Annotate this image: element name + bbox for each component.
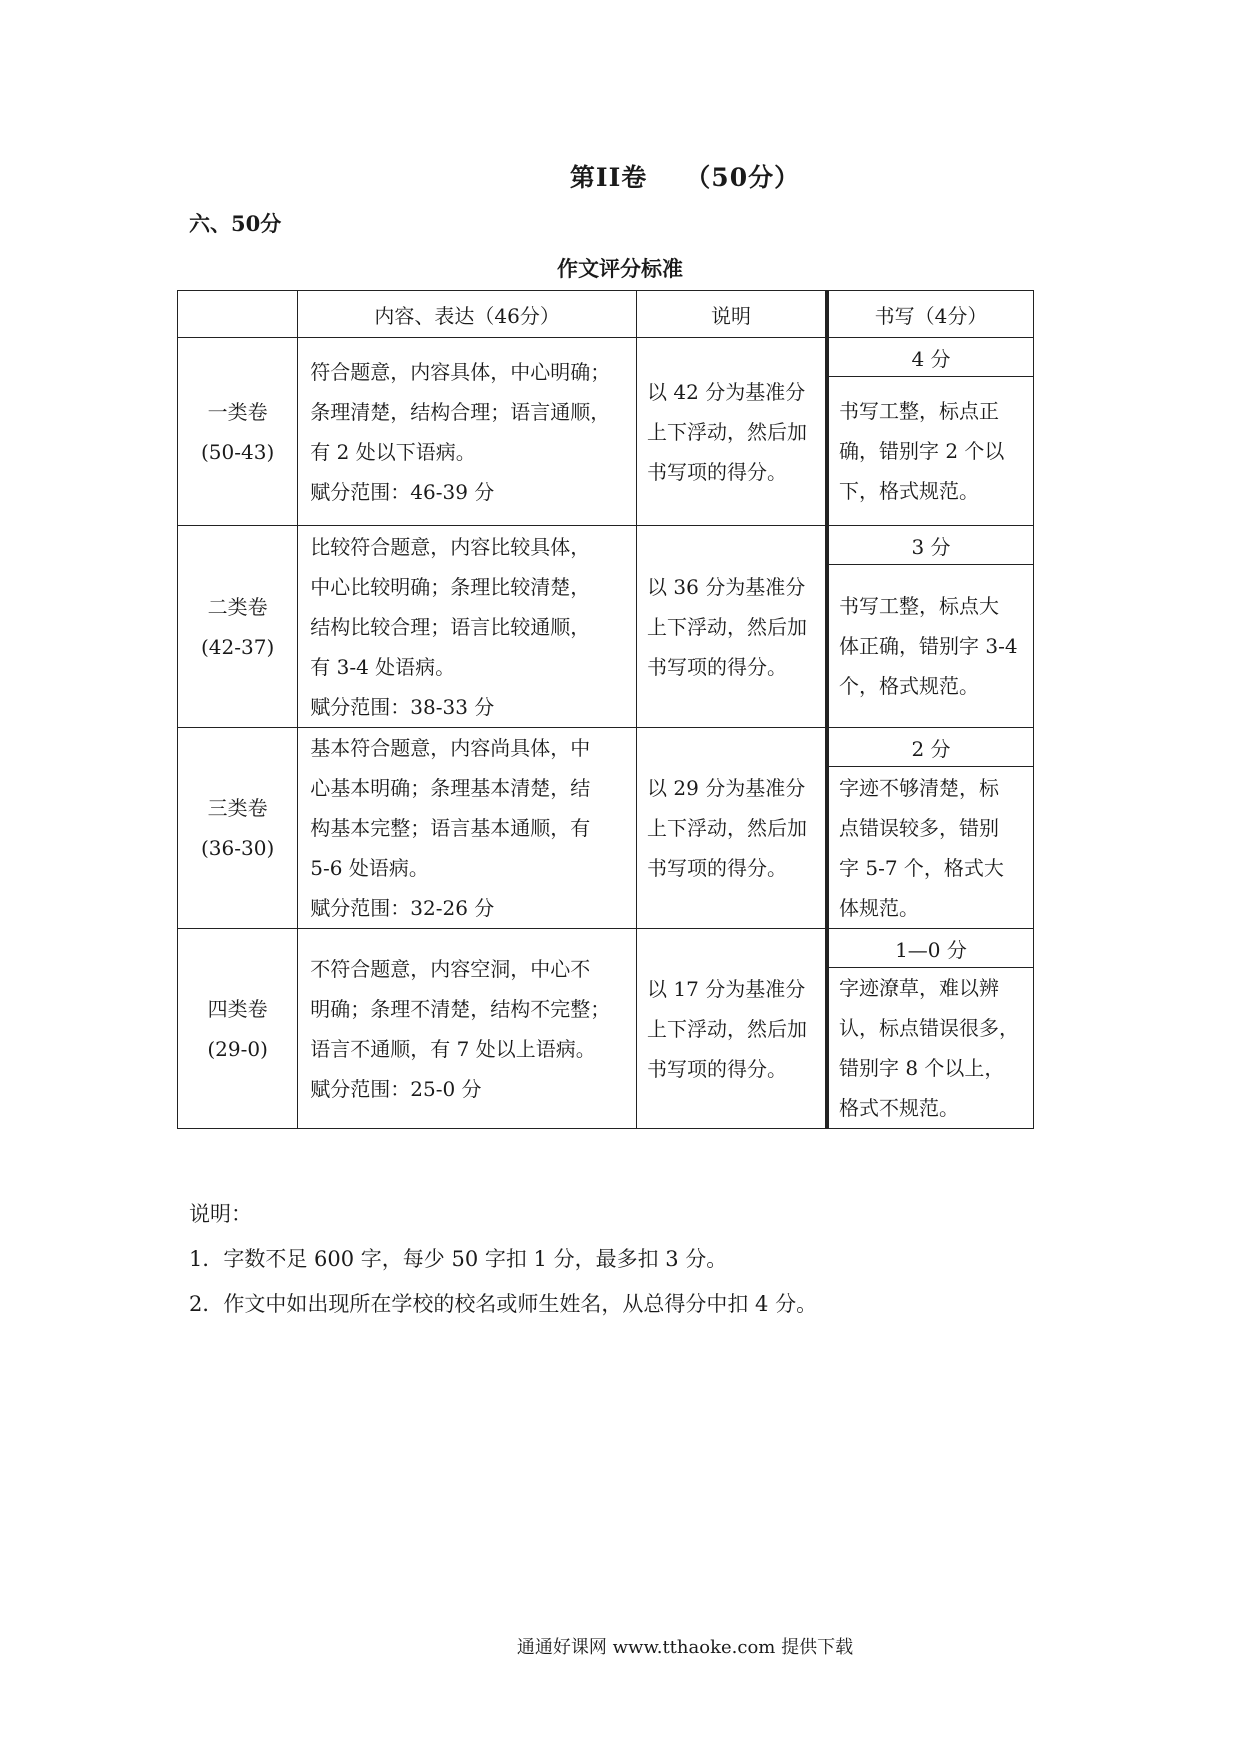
level-range: (42-37) [201,634,275,659]
content-cell [298,526,637,728]
section-heading: 六、50分 [189,211,282,236]
note-cell [637,728,827,929]
content-line: 中心比较明确；条理比较清楚， [310,574,591,599]
level-name: 二类卷 [207,594,268,619]
note-line: 书写项的得分。 [647,1056,788,1081]
note-line: 上下浮动，然后加 [647,419,808,444]
writing-description [827,968,1034,1129]
content-line: 语言不通顺，有 7 处以上语病。 [310,1036,596,1061]
header-content: 内容、表达（46分） [298,291,637,338]
note-cell [637,929,827,1129]
note-cell [637,338,827,526]
level-name: 三类卷 [207,796,268,820]
note-line: 书写项的得分。 [647,856,788,880]
note-line: 书写项的得分。 [647,459,788,484]
content-line: 心基本明确；条理基本清楚，结 [310,776,591,800]
content-line: 构基本完整；语言基本通顺，有 [310,816,591,840]
notes-heading: 说明： [189,1202,252,1226]
writing-line: 认，标点错误很多， [838,1016,1019,1040]
content-line: 结构比较合理；语言比较通顺， [310,614,591,639]
note-line: 上下浮动，然后加 [647,1016,808,1041]
content-line: 比较符合题意，内容比较具体， [310,534,591,559]
content-line: 赋分范围：38-33 分 [310,694,495,719]
content-line: 赋分范围：25-0 分 [310,1076,482,1101]
writing-score: 1—0 分 [827,929,1034,968]
content-line: 赋分范围：32-26 分 [310,896,495,920]
content-line: 基本符合题意，内容尚具体，中 [310,736,591,760]
note-line: 以 36 分为基准分 [647,574,806,599]
content-line: 赋分范围：46-39 分 [310,479,495,504]
writing-score: 4 分 [827,338,1034,377]
page-title [0,158,1240,194]
notes-item: 2．作文中如出现所在学校的校名或师生姓名，从总得分中扣 4 分。 [189,1292,818,1316]
content-cell [298,929,637,1129]
content-line: 条理清楚，结构合理；语言通顺， [310,399,611,424]
table-row [178,338,1034,377]
level-range: (50-43) [201,439,275,464]
header-note: 说明 [637,291,827,338]
writing-description [827,767,1034,929]
rubric-table [177,290,1034,1129]
writing-line: 点错误较多，错别 [838,815,999,840]
content-line: 不符合题意，内容空洞，中心不 [310,956,591,981]
content-line: 有 3-4 处语病。 [310,654,456,679]
level-range: (36-30) [201,836,275,860]
level-cell [178,338,298,526]
content-line: 有 2 处以下语病。 [310,439,476,464]
table-row [178,728,1034,767]
notes-item: 1．字数不足 600 字，每少 50 字扣 1 分，最多扣 3 分。 [189,1247,728,1271]
title-main: 第II卷 [569,163,648,192]
content-cell [298,728,637,929]
content-line: 明确；条理不清楚，结构不完整； [310,996,611,1021]
note-cell [637,526,827,728]
note-line: 以 17 分为基准分 [647,976,806,1001]
level-cell [178,526,298,728]
note-line: 上下浮动，然后加 [647,816,808,840]
writing-line: 个，格式规范。 [838,674,979,698]
level-cell [178,728,298,929]
content-line: 5-6 处语病。 [310,856,429,880]
level-name: 一类卷 [207,399,268,424]
writing-line: 书写工整，标点大 [838,594,999,618]
level-range: (29-0) [207,1036,268,1061]
writing-line: 下，格式规范。 [838,479,979,503]
note-line: 以 42 分为基准分 [647,379,806,404]
note-line: 以 29 分为基准分 [647,776,806,800]
level-name: 四类卷 [207,996,268,1021]
writing-score: 3 分 [827,526,1034,565]
table-header-row [178,291,1034,338]
note-line: 上下浮动，然后加 [647,614,808,639]
writing-line: 体规范。 [838,895,919,920]
writing-description [827,565,1034,728]
note-line: 书写项的得分。 [647,654,788,679]
writing-description [827,377,1034,526]
table-caption: 作文评分标准 [557,256,683,281]
content-line: 符合题意，内容具体，中心明确； [310,359,611,384]
writing-line: 字迹潦草，难以辨 [838,976,999,1000]
level-cell [178,929,298,1129]
title-score: （50分） [685,163,801,192]
header-level [178,291,298,338]
writing-score: 2 分 [827,728,1034,767]
writing-line: 错别字 8 个以上， [838,1056,1005,1080]
writing-line: 确，错别字 2 个以 [838,439,1005,463]
writing-line: 格式不规范。 [838,1096,959,1120]
writing-line: 书写工整，标点正 [838,399,999,423]
writing-line: 体正确，错别字 3-4 [838,634,1018,658]
table-row [178,929,1034,968]
page-footer: 通通好课网 www.tthaoke.com 提供下载 [516,1637,854,1658]
writing-line: 字迹不够清楚，标 [838,775,999,800]
writing-line: 字 5-7 个，格式大 [838,855,1004,880]
content-cell [298,338,637,526]
header-writing: 书写（4分） [827,291,1034,338]
table-row [178,526,1034,565]
